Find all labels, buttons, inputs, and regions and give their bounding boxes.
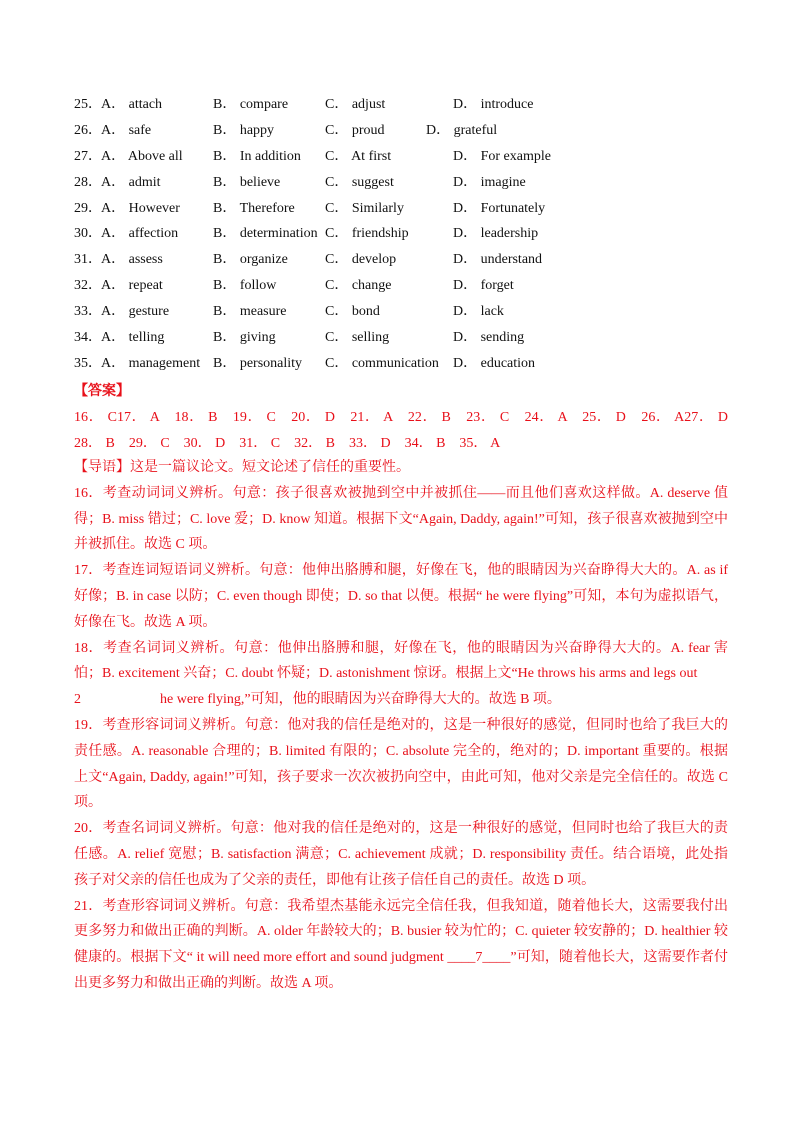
option-b: B． happy: [213, 122, 275, 138]
option-a: A． management: [101, 355, 201, 371]
page-fragment-number: 2: [74, 692, 81, 708]
option-b: B． determination: [213, 226, 318, 242]
option-a: A． gesture: [101, 304, 170, 320]
option-b: B． giving: [213, 330, 276, 346]
option-d: D． lack: [453, 304, 504, 320]
option-c: C． change: [325, 278, 392, 294]
question-number: 34．: [74, 330, 102, 346]
option-a: A． attach: [101, 97, 163, 112]
option-b: B． personality: [213, 355, 303, 371]
option-b: B． believe: [213, 174, 281, 190]
question-number: 25．: [74, 97, 102, 112]
option-c: C． Similarly: [325, 200, 404, 216]
option-b: B． In addition: [213, 148, 301, 164]
option-d: D． forget: [453, 278, 514, 294]
explanation-20: 20．考查名词词义辨析。句意：他对我的信任是绝对的，这是一种很好的感觉，但同时也给了我巨大的责任感。A. relief 宽慰；B. satisfaction 满意；C. achievement 成就；D. responsibility 责任。结合语境，此处指孩子对父亲的信任也成为了父亲的责任，即他有让孩子信任自己的责任。故选 D 项。: [74, 821, 728, 888]
question-number: 27．: [74, 148, 102, 164]
answer-heading: 【答案】: [74, 384, 130, 399]
option-c: C． adjust: [325, 97, 386, 112]
question-number: 32．: [74, 278, 102, 294]
option-c: C． proud: [325, 122, 385, 138]
answer-key: 16． C17． A 18． B 19． C 20． D 21． A 22． B 23． C 24． A 25． D 26． A27． D 28． B 29． C 30． D 31． C 32． B 33． D 34． B 35． A: [74, 410, 742, 451]
option-d: D． education: [453, 355, 536, 371]
option-c: C． bond: [325, 304, 380, 320]
option-c: C． communication: [325, 355, 439, 371]
explanation-19: 19．考查形容词词义辨析。句意：他对我的信任是绝对的，这是一种很好的感觉，但同时也给了我巨大的责任感。A. reasonable 合理的；B. limited 有限的；C. absolute 完全的，绝对的；D. important 重要的。根据上文“Again, Daddy, again!”可知，孩子要求一次次被扔向空中，由此可知，他对父亲是完全信任的。故选 C 项。: [74, 717, 728, 811]
option-a: A． safe: [101, 122, 152, 138]
question-number: 28．: [74, 174, 102, 190]
option-d: D． understand: [453, 252, 543, 268]
option-a: A． affection: [101, 226, 179, 242]
option-a: A． admit: [101, 174, 161, 190]
option-c: C． develop: [325, 252, 397, 268]
option-b: B． measure: [213, 304, 287, 320]
option-a: A． telling: [101, 330, 165, 346]
option-d: D． grateful: [426, 122, 498, 138]
explanation-18-text: 18．考查名词词义辨析。句意：他伸出胳膊和腿，好像在飞，他的眼睛因为兴奋睁得大大的。A. fear 害怕；B. excitement 兴奋；C. doubt 怀疑；D. astonishment 惊讶。根据上文“He throws his arms and legs out: [74, 640, 728, 682]
explanation-17: 17．考查连词短语词义辨析。句意：他伸出胳膊和腿，好像在飞，他的眼睛因为兴奋睁得大大的。A. as if 好像；B. in case 以防；C. even though 即使；D. so that 以便。根据“ he were flying”可知，本句为虚拟语气，好像在飞。故选 A 项。: [74, 563, 728, 630]
explanation-16: 16．考查动词词义辨析。句意：孩子很喜欢被抛到空中并被抓住——而且他们喜欢这样做。A. deserve 值得；B. miss 错过；C. love 爱；D. know 知道。根据下文“Again, Daddy, again!”可知，孩子很喜欢被抛到空中并被抓住。故选 C 项。: [74, 485, 728, 553]
option-a: A． However: [101, 200, 180, 216]
option-c: C． friendship: [325, 226, 409, 242]
question-number: 33．: [74, 304, 102, 320]
question-number: 35．: [74, 355, 102, 371]
option-d: D． sending: [453, 330, 525, 346]
option-c: C． selling: [325, 330, 390, 346]
option-b: B． compare: [213, 97, 289, 112]
option-b: B． follow: [213, 278, 277, 294]
option-d: D． leadership: [453, 226, 539, 242]
option-d: D． introduce: [453, 97, 534, 112]
option-b: B． Therefore: [213, 200, 295, 216]
explanations: [74, 455, 728, 997]
guide-text: 【导语】这是一篇议论文。短文论述了信任的重要性。: [74, 460, 410, 475]
option-d: D． Fortunately: [453, 200, 546, 216]
option-d: D． For example: [453, 148, 551, 164]
question-number: 31．: [74, 252, 102, 268]
option-d: D． imagine: [453, 174, 526, 190]
explanation-18: [74, 636, 728, 713]
explanation-18-continued: he were flying,”可知，他的眼睛因为兴奋睁得大大的。故选 B 项。: [160, 692, 561, 708]
question-number: 29．: [74, 200, 102, 216]
option-c: C． At first: [325, 148, 392, 164]
explanation-21: 21．考查形容词词义辨析。句意：我希望杰基能永远完全信任我，但我知道，随着他长大，这需要我付出更多努力和做出正确的判断。A. older 年龄较大的；B. busier 较为忙的；C. quieter 较安静的；D. healthier 较健康的。根据下文“ it will need more effort and sound judgment ____7____”可知，随着他长大，这需要作者付出更多努力和做出正确的判断。故选 A 项。: [74, 898, 728, 991]
option-a: A． Above all: [101, 148, 183, 164]
option-c: C． suggest: [325, 174, 394, 190]
option-a: A． repeat: [101, 278, 163, 294]
question-number: 26．: [74, 122, 102, 138]
option-b: B． organize: [213, 252, 288, 268]
option-a: A． assess: [101, 252, 163, 268]
question-number: 30．: [74, 226, 102, 242]
